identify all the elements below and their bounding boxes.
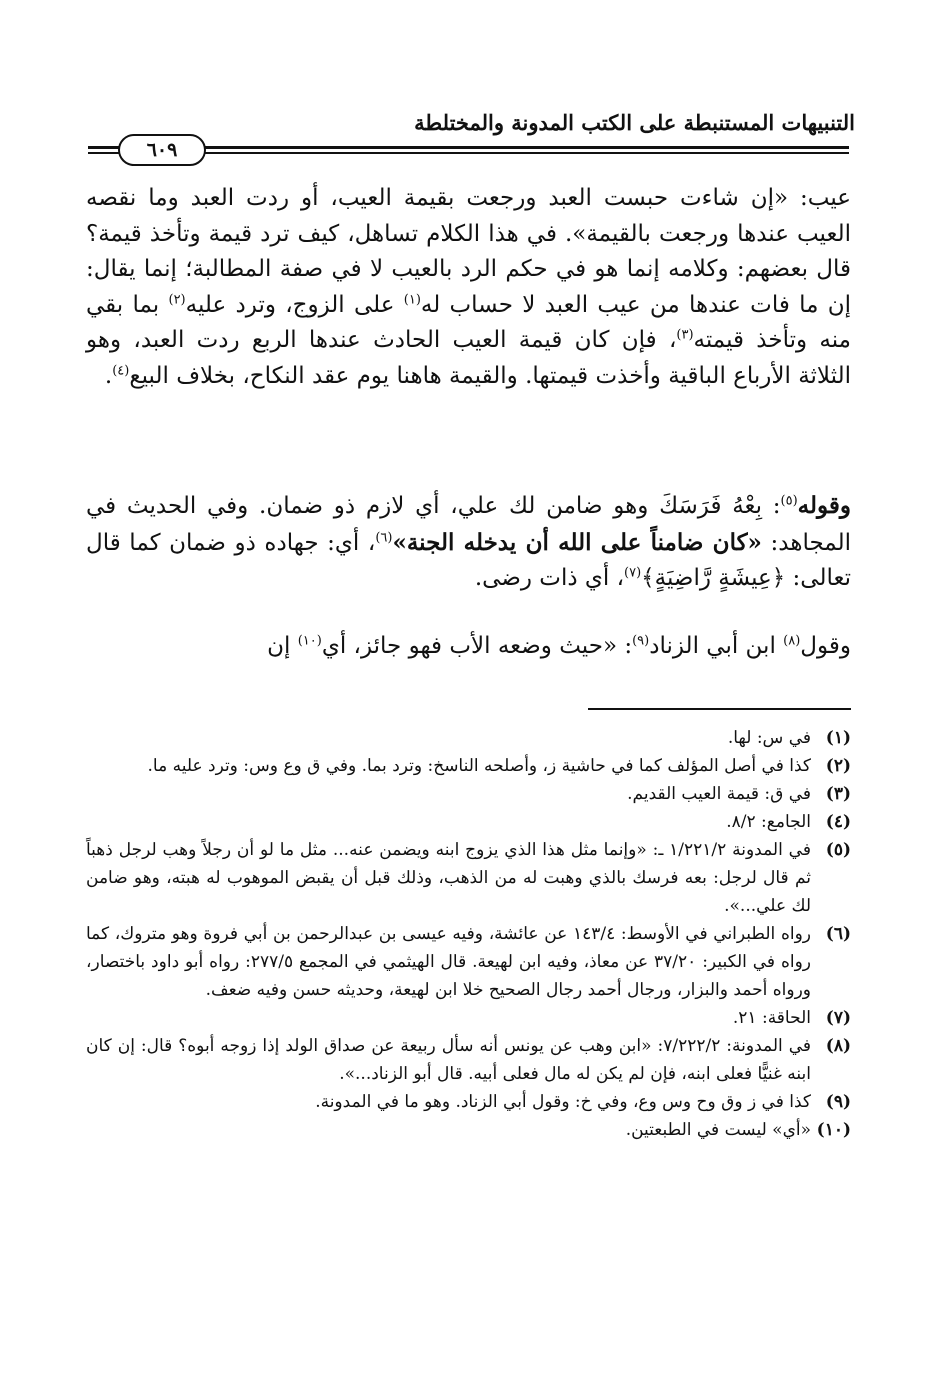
paragraph-text: : «حيث وضعه الأب فهو جائز، أي <box>321 633 633 659</box>
footnote-ref-8: (٨) <box>783 633 801 649</box>
footnote-item <box>86 1116 851 1144</box>
footnotes-section <box>86 724 851 1144</box>
footnote-number: (٧) <box>825 1008 851 1028</box>
footnote-text: في ق: قيمة العيب القديم. <box>627 784 811 804</box>
footnote-item <box>86 1004 851 1032</box>
footnote-item <box>86 1088 851 1116</box>
footnote-separator <box>588 708 851 710</box>
paragraph-text: ، أي ذات رضى. <box>474 565 625 591</box>
footnote-ref-1: (١) <box>403 291 421 307</box>
footnote-number: (٦) <box>825 924 851 944</box>
footnote-text: الحاقة: ٢١. <box>732 1008 811 1028</box>
footnote-text: «أي» ليست في الطبعتين. <box>625 1120 811 1140</box>
footnote-ref-10: (١٠) <box>297 633 322 649</box>
footnote-number: (٨) <box>825 1036 851 1056</box>
paragraph-3 <box>86 629 851 665</box>
footnote-ref-7: (٧) <box>624 565 642 581</box>
footnote-text: كذا في أصل المؤلف كما في حاشية ز، وأصلحه الناسخ: وترد بما. وفي ق وع وس: وترد عليه ما. <box>147 756 811 776</box>
footnote-item <box>86 752 851 780</box>
footnote-item <box>86 780 851 808</box>
footnote-item <box>86 808 851 836</box>
footnote-number: (١٠) <box>816 1120 851 1140</box>
footnote-item <box>86 724 851 752</box>
paragraph-text: . <box>104 362 113 389</box>
footnote-number: (٤) <box>825 812 851 832</box>
paragraph-text: وقول <box>800 633 851 659</box>
footnote-number: (٣) <box>825 784 851 804</box>
paragraph-text: إن <box>267 633 298 659</box>
footnote-ref-5: (٥) <box>780 493 798 509</box>
hadith-quote: «كان ضامناً على الله أن يدخله الجنة» <box>392 528 762 556</box>
footnote-text: رواه الطبراني في الأوسط: ١٤٣/٤ عن عائشة، وفيه عيسى بن عبدالرحمن بن أبي فروة وهو متروك، كما رواه في الكبير: ٣٧/٢٠ عن معاذ، وفيه ابن لهيعة. قال الهيثمي في المجمع ٢٧٧/٥: رواه أبو داود باختصار، ورواه أحمد والبزار، ورجال أحمد رجال الصحيح خلا ابن لهيعة، وحديثه حسن وفيه ضعف. <box>86 924 811 1000</box>
footnote-number: (٩) <box>825 1092 851 1112</box>
paragraph-text: على الزوج، وترد عليه <box>185 291 404 318</box>
footnote-text: كذا في ز وق وح وس وع، وفي خ: وقول أبي الزناد. وهو ما في المدونة. <box>315 1092 811 1112</box>
footnote-ref-9: (٩) <box>632 633 650 649</box>
footnote-item <box>86 920 851 1004</box>
footnote-item <box>86 1032 851 1088</box>
footnote-text: في المدونة ١/٢٢١/٢ ـ: «وإنما مثل هذا الذي يزوج ابنه ويضمن عنه... مثل ما لو أن رجلاً وهب لرجل ذهباً ثم قال لرجل: بعه فرسك بالذي وهبت له من الذهب، وذلك قبل أن يقبض الموهوب له هبته، وهو ضامن لك علي...». <box>86 840 811 916</box>
paragraph-1 <box>86 181 851 394</box>
footnote-ref-3: (٣) <box>676 327 694 343</box>
footnote-number: (٢) <box>825 756 851 776</box>
running-header: التنبيهات المستنبطة على الكتب المدونة والمختلطة <box>414 110 855 135</box>
page-number-badge: ٦٠٩ <box>118 134 206 166</box>
footnote-text: في المدونة: ٧/٢٢٢/٢: «ابن وهب عن يونس أنه سأل ربيعة عن صداق الولد إذا زوجه أبوه؟ قال: إن كان ابنه غنيًّا فعلى ابنه، فإن لم يكن له مال فعلى أبيه. قال أبو الزناد...». <box>86 1036 811 1084</box>
paragraph-text: ، فإن كان قيمة العيب الحادث عندها الربع ردت العبد، وهو الثلاثة الأرباع الباقية وأخذت قيمتها. والقيمة هاهنا يوم عقد النكاح، بخلاف البيع <box>86 327 851 389</box>
footnote-number: (١) <box>825 728 851 748</box>
footnote-ref-6: (٦) <box>375 529 393 545</box>
paragraph-text: ابن أبي الزناد <box>649 633 784 659</box>
footnote-item <box>86 836 851 920</box>
paragraph-text: : بِعْهُ فَرَسَكَ وهو ضامن لك علي، أي لازم ذو ضمان. وفي الحديث في المجاهد: <box>86 493 852 556</box>
footnote-text: الجامع: ٨/٢. <box>726 812 811 832</box>
paragraph-2 <box>86 488 851 597</box>
paragraph-text: ، أي: جهاده ذو ضمان كما قال تعالى: ﴿عِيشَةٍ رَّاضِيَةٍ﴾ <box>86 529 851 591</box>
footnote-number: (٥) <box>825 840 851 860</box>
footnote-ref-2: (٢) <box>168 291 186 307</box>
footnote-text: في س: لها. <box>727 728 811 748</box>
paragraph-lead-word: وقوله <box>797 492 851 519</box>
footnote-ref-4: (٤) <box>112 362 130 378</box>
paragraph-text: بما بقي منه وتأخذ قيمته <box>86 291 851 353</box>
paragraph-text: عيب: «إن شاءت حبست العبد ورجعت بقيمة العيب، أو ردت العبد وما نقصه العيب عندها ورجعت بالقيمة». في هذا الكلام تساهل، كيف ترد قيمة وتأخذ قيمة؟ قال بعضهم: وكلامه إنما هو في حكم الرد بالعيب لا في صفة المطالبة؛ إنما يقال: إن ما فات عندها من عيب العبد لا حساب له <box>86 185 851 318</box>
